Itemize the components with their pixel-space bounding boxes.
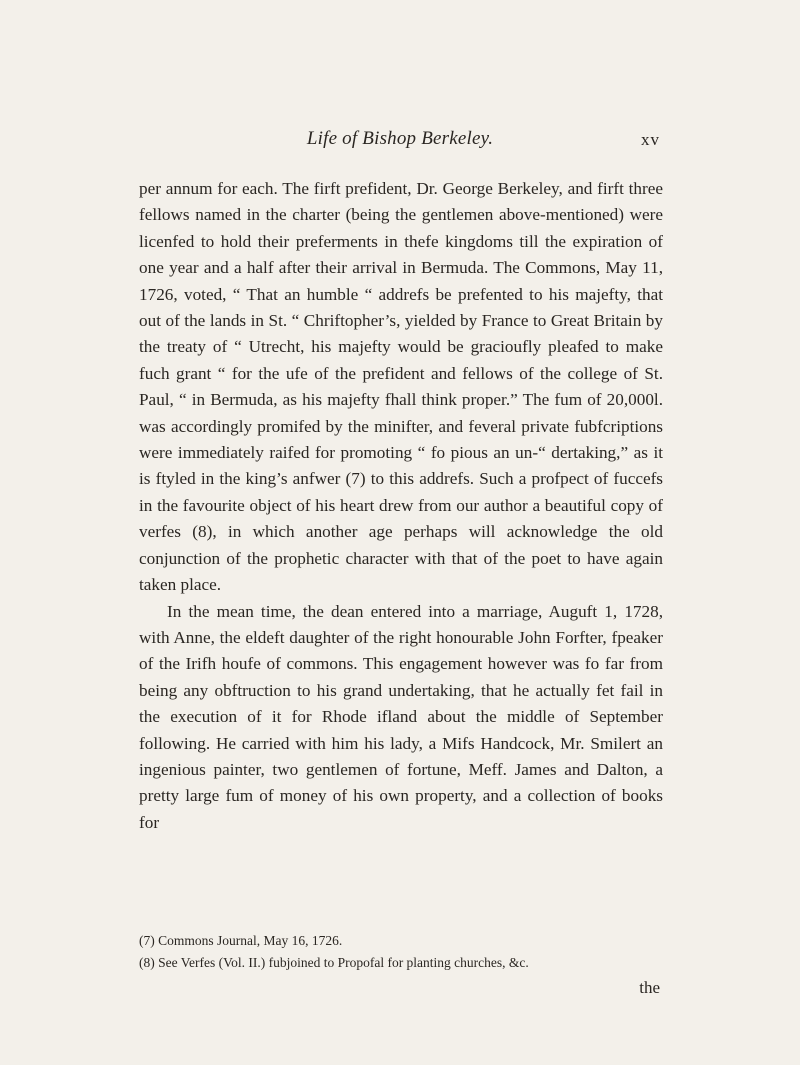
- paragraph: per annum for each. The firft prefident, Dr. George Berkeley, and firft three fellows named in the charter (being the gentlemen above-mentioned) were licenfed to hold their preferments in thefe kingdoms till the expiration of one year and a half after their arrival in Bermuda. The Commons, May 11, 1726, voted, “ That an humble “ addrefs be prefented to his majefty, that out of the lands in St. “ Chriftopher’s, yielded by France to Great Britain by the treaty of “ Utrecht, his majefty would be gracioufly pleafed to make fuch grant “ for the ufe of the prefident and fellows of the college of St. Paul, “ in Bermuda, as his majefty fhall think proper.” The fum of 20,000l. was accordingly promifed by the minifter, and feveral private fubfcriptions were immediately raifed for promoting “ fo pious an un-“ dertaking,” as it is ftyled in the king’s anfwer (7) to this addrefs. Such a profpect of fuccefs in the favourite object of his heart drew from our author a beautiful copy of verfes (8), in which another age perhaps will acknowledge the old conjunction of the prophetic character with that of the poet to have again taken place.: [139, 179, 663, 595]
- running-title: Life of Bishop Berkeley.: [306, 128, 494, 149]
- page-number: xv: [641, 130, 660, 149]
- footnote: (8) See Verfes (Vol. II.) fubjoined to Propofal for planting churches, &c.: [139, 955, 529, 970]
- page-header: [0, 128, 800, 158]
- body-text: [139, 176, 663, 836]
- footnotes: [139, 930, 663, 974]
- catchword: the: [639, 978, 660, 997]
- paragraph: In the mean time, the dean entered into a marriage, Auguft 1, 1728, with Anne, the eldeft daughter of the right honourable John Forfter, fpeaker of the Irifh houfe of commons. This engagement however was fo far from being any obftruction to his grand undertaking, that he actually fet fail in the execution of it for Rhode ifland about the middle of September following. He carried with him his lady, a Mifs Handcock, Mr. Smilert an ingenious painter, two gentlemen of fortune, Meff. James and Dalton, a pretty large fum of money of his own property, and a collection of books for: [139, 601, 663, 832]
- footnote: (7) Commons Journal, May 16, 1726.: [139, 933, 343, 948]
